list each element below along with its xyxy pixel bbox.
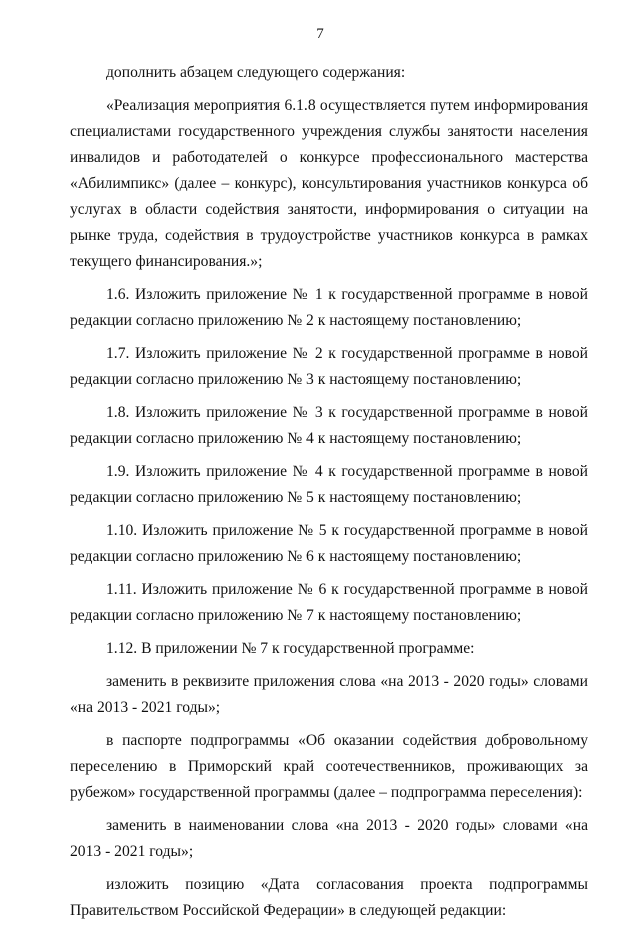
- paragraph: изложить позицию «Дата согласования проекта подпрограммы Правительством Российской Федерации» в следующей редакции:: [70, 876, 588, 919]
- document-body: [70, 60, 588, 931]
- paragraph: заменить в реквизите приложения слова «на 2013 - 2020 годы» словами «на 2013 - 2021 годы»;: [70, 673, 588, 716]
- paragraph: 1.7. Изложить приложение № 2 к государственной программе в новой редакции согласно приложению № 3 к настоящему постановлению;: [70, 345, 588, 388]
- paragraph: 1.8. Изложить приложение № 3 к государственной программе в новой редакции согласно приложению № 4 к настоящему постановлению;: [70, 404, 588, 447]
- paragraph: 1.12. В приложении № 7 к государственной программе:: [106, 640, 475, 657]
- paragraph: в паспорте подпрограммы «Об оказании содействия добровольному переселению в Приморский край соотечественников, проживающих за рубежом» государственной программы (далее – подпрограмма переселения):: [70, 732, 588, 801]
- paragraph: 1.6. Изложить приложение № 1 к государственной программе в новой редакции согласно приложению № 2 к настоящему постановлению;: [70, 286, 588, 329]
- paragraph: 1.11. Изложить приложение № 6 к государственной программе в новой редакции согласно приложению № 7 к настоящему постановлению;: [70, 581, 588, 624]
- paragraph: дополнить абзацем следующего содержания:: [106, 64, 406, 81]
- paragraph: заменить в наименовании слова «на 2013 - 2020 годы» словами «на 2013 - 2021 годы»;: [70, 817, 588, 860]
- paragraph: 1.9. Изложить приложение № 4 к государственной программе в новой редакции согласно приложению № 5 к настоящему постановлению;: [70, 463, 588, 506]
- paragraph: 1.10. Изложить приложение № 5 к государственной программе в новой редакции согласно приложению № 6 к настоящему постановлению;: [70, 522, 588, 565]
- paragraph: «Реализация мероприятия 6.1.8 осуществляется путем информирования специалистами государственного учреждения службы занятости населения инвалидов и работодателей о конкурсе профессионального мастерства «Абилимпикс» (далее – конкурс), консультирования участников конкурса об услугах в области содействия занятости, информирования о ситуации на рынке труда, содействия в трудоустройстве участников конкурса в рамках текущего финансирования.»;: [70, 97, 588, 270]
- page-number: 7: [316, 26, 324, 42]
